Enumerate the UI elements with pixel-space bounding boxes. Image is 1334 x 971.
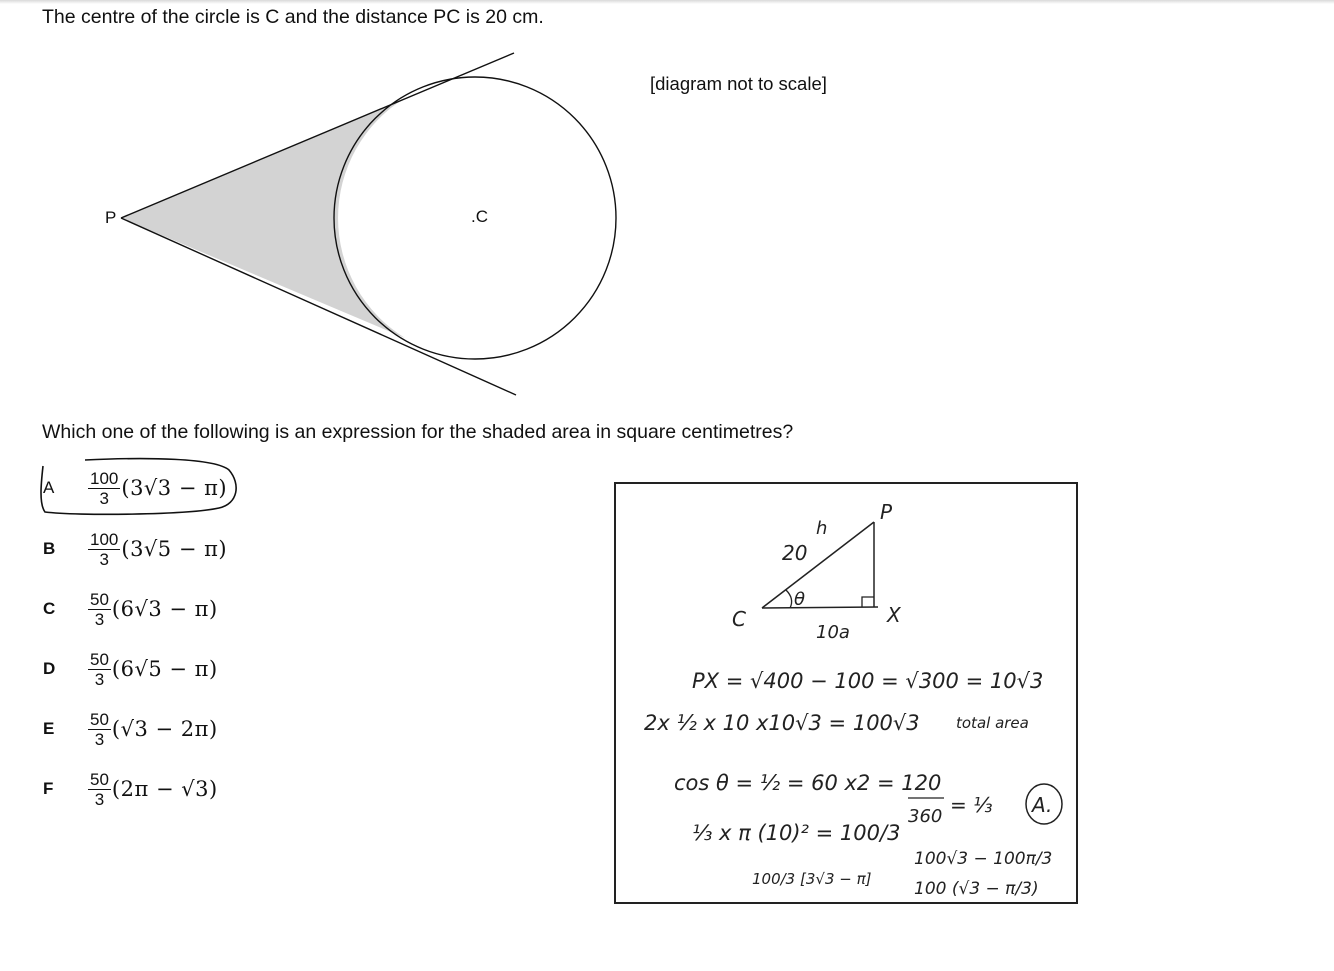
tri-p-label: P — [880, 500, 893, 524]
option-expression: (2π − √3) — [111, 777, 218, 801]
final-answer: A. — [1032, 793, 1053, 817]
working-line-3-denominator: 360 — [908, 806, 943, 827]
fraction-denominator: 3 — [94, 669, 105, 689]
fraction-denominator: 3 — [99, 549, 109, 569]
option-expression: (6√5 − π) — [111, 657, 218, 681]
fraction-numerator: 50 — [90, 709, 109, 729]
fraction-denominator: 3 — [94, 609, 105, 629]
option-b[interactable] — [40, 524, 227, 574]
total-area-note: total area — [956, 714, 1029, 732]
side-h-label: h — [816, 518, 828, 539]
option-fraction — [88, 770, 111, 809]
fraction-numerator: 50 — [90, 589, 109, 609]
fraction-numerator: 50 — [90, 649, 109, 669]
option-letter: F — [43, 779, 54, 798]
fraction-denominator: 3 — [94, 729, 105, 749]
handwritten-working — [616, 484, 1076, 902]
option-letter: C — [43, 599, 56, 618]
fraction-denominator: 3 — [94, 789, 105, 809]
option-a[interactable] — [40, 463, 227, 513]
working-line-6a: 100√3 − 100π/3 — [914, 849, 1053, 869]
option-d[interactable] — [40, 644, 218, 694]
working-box — [614, 482, 1078, 904]
tri-c-label: C — [732, 607, 746, 631]
option-fraction — [88, 469, 120, 508]
option-expression: (3√3 − π) — [121, 476, 228, 500]
tri-x-label: X — [887, 603, 901, 627]
option-fraction — [88, 590, 111, 629]
working-line-2: 2x ½ x 10 x10√3 = 100√3 — [644, 711, 920, 735]
working-line-5: 100/3 [3√3 − π] — [752, 870, 872, 888]
working-line-3-result: = ⅓ — [950, 793, 993, 817]
working-line-3: cos θ = ½ = 60 x2 = 120 — [674, 771, 942, 795]
option-e[interactable] — [40, 704, 218, 754]
option-c[interactable] — [40, 584, 218, 634]
option-fraction — [88, 710, 111, 749]
fraction-numerator: 100 — [90, 529, 119, 549]
side-10-label: 10a — [816, 622, 850, 643]
option-f[interactable] — [40, 764, 218, 814]
option-letter: A — [43, 478, 55, 497]
option-expression: (√3 − 2π) — [111, 717, 218, 741]
point-c-label: .C — [471, 207, 488, 226]
option-letter: D — [43, 659, 56, 678]
diagram-note: [diagram not to scale] — [650, 73, 827, 94]
fraction-numerator: 100 — [90, 468, 119, 488]
fraction-numerator: 50 — [90, 769, 109, 789]
option-letter: E — [43, 719, 55, 738]
fraction-denominator: 3 — [99, 488, 109, 508]
point-p-label: P — [105, 208, 117, 227]
question-prompt: Which one of the following is an expression for the shaded area in square centimetres? — [42, 421, 794, 443]
option-fraction — [88, 650, 111, 689]
circle-diagram — [0, 0, 1334, 420]
working-line-6b: 100 (√3 − π/3) — [914, 879, 1039, 899]
option-expression: (6√3 − π) — [111, 597, 218, 621]
theta-label: θ — [794, 589, 806, 610]
side-20-label: 20 — [782, 541, 808, 565]
working-line-1: PX = √400 − 100 = √300 = 10√3 — [692, 669, 1044, 693]
option-fraction — [88, 530, 120, 569]
question-intro: The centre of the circle is C and the distance PC is 20 cm. — [42, 6, 544, 28]
option-letter: B — [43, 539, 56, 558]
option-expression: (3√5 − π) — [121, 537, 228, 561]
working-line-4: ⅓ x π (10)² = 100/3 — [692, 821, 901, 845]
